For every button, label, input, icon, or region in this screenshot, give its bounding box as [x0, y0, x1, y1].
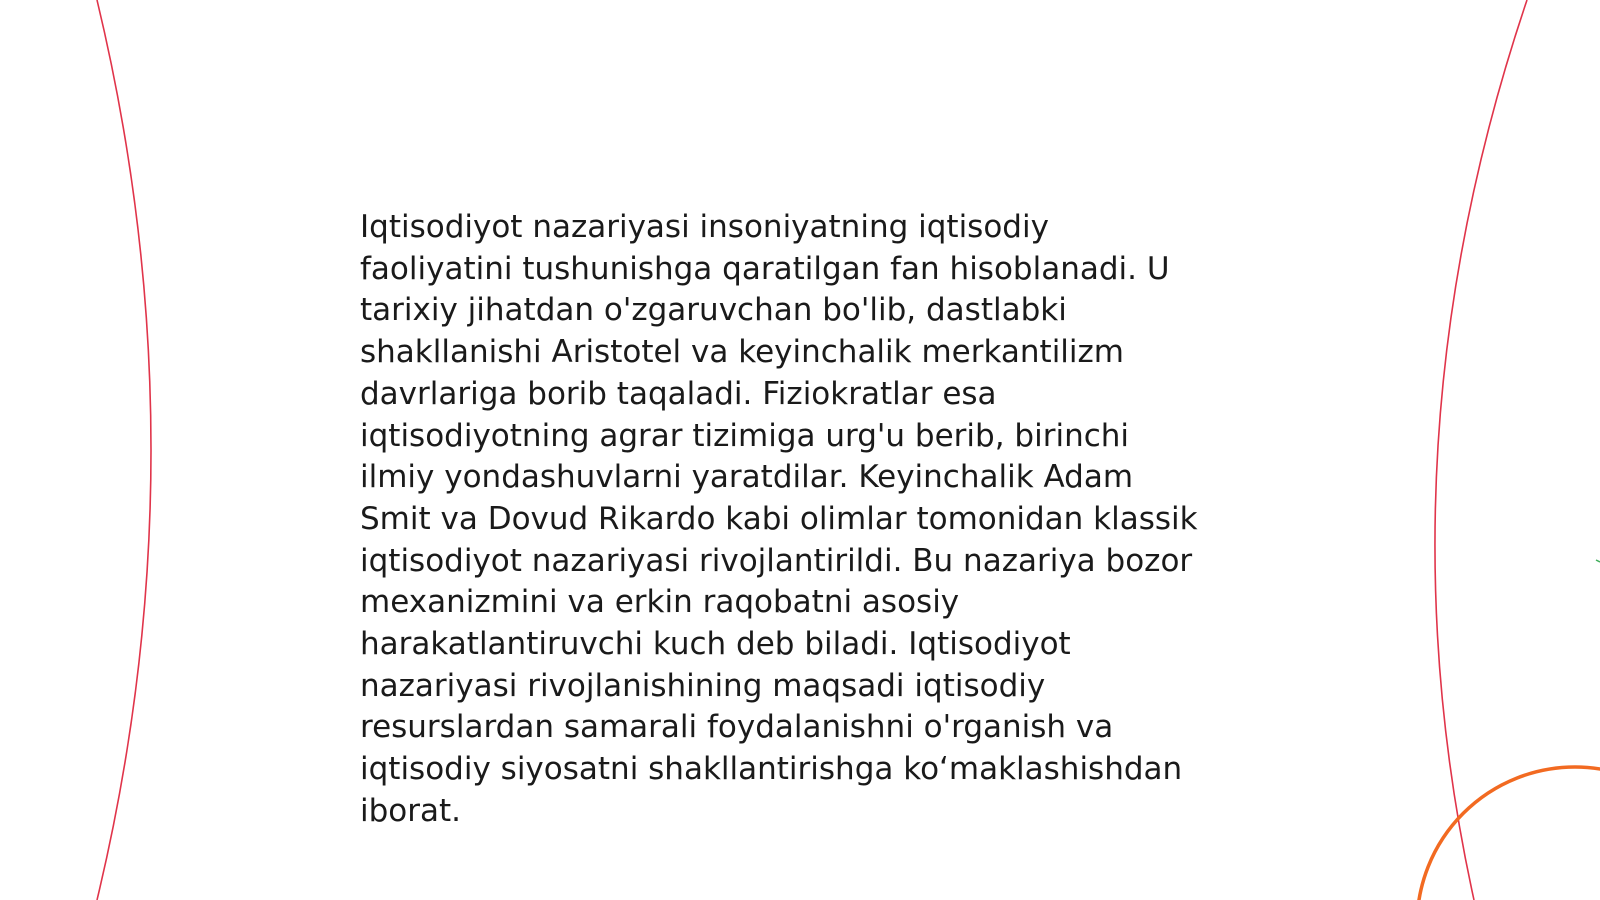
- left-curve-line: [97, 0, 151, 900]
- body-paragraph: Iqtisodiyot nazariyasi insoniyatning iqtisodiy faoliyatini tushunishga qaratilgan fan hisoblanadi. U tarixiy jihatdan o'zgaruvchan bo'lib, dastlabki shakllanishi Aristotel va keyinchalik merkantilizm davrlariga borib taqaladi. Fiziokratlar esa iqtisodiyotning agrar tizimiga urg'u berib, birinchi ilmiy yondashuvlarni yaratdilar. Keyinchalik Adam Smit va Dovud Rikardo kabi olimlar tomonidan klassik iqtisodiyot nazariyasi rivojlantirildi. Bu nazariya bozor mexanizmini va erkin raqobatni asosiy harakatlantiruvchi kuch deb biladi. Iqtisodiyot nazariyasi rivojlanishining maqsadi iqtisodiy resurslardan samarali foydalanishni o'rganish va iqtisodiy siyosatni shakllantirishga ko‘maklashishdan iborat.: [360, 209, 1198, 829]
- bottom-right-circle-outline: [1417, 767, 1600, 900]
- right-curve-line: [1435, 0, 1527, 900]
- right-edge-green-tick: [1596, 560, 1600, 562]
